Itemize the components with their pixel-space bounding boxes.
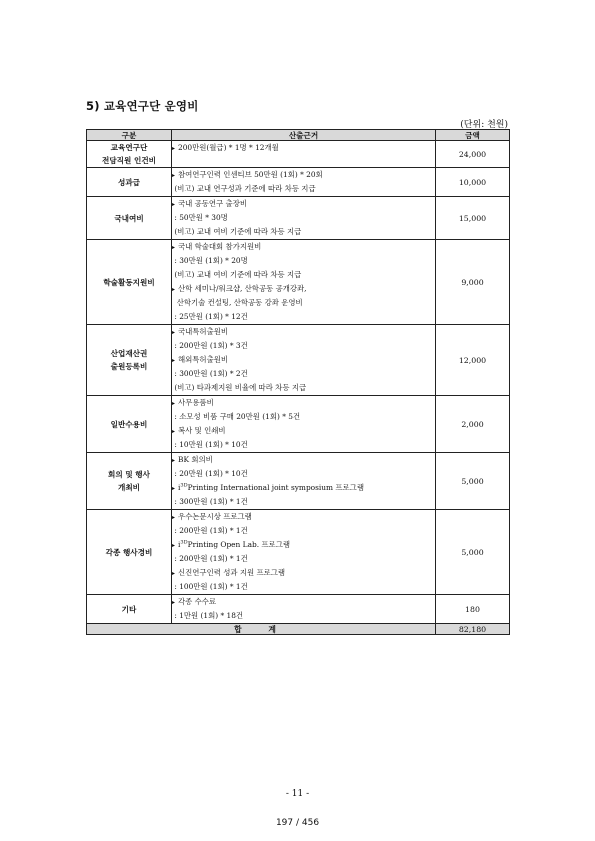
category-text: 각종 행사경비 [105,547,153,557]
triangle-bullet-icon: ▸ [172,243,176,251]
table-row [87,168,510,197]
row-amount: 10,000 [436,168,510,197]
basis-text: : 100만원 (1회) * 1건 [172,582,248,591]
triangle-bullet-icon: ▸ [172,171,176,179]
category-text: 국내여비 [114,213,144,223]
basis-line [172,296,435,310]
basis-line [172,168,435,182]
category-text: 교육연구단 [110,143,148,152]
basis-text: : 25만원 (1회) * 12건 [172,312,248,321]
basis-line [172,495,435,509]
basis-line [172,325,435,339]
basis-text: : 1만원 (1회) * 18건 [172,611,244,620]
basis-line [172,481,435,495]
row-basis [172,453,436,510]
total-amount: 82,180 [436,624,510,635]
basis-line [172,566,435,580]
basis-line [172,197,435,211]
basis-line [172,510,435,524]
total-label: 합 계 [87,624,436,635]
row-basis [172,510,436,595]
category-text: 성과급 [117,177,140,187]
row-basis [172,197,436,240]
triangle-bullet-icon: ▸ [172,598,176,606]
category-text: 개최비 [117,483,140,492]
row-basis [172,396,436,453]
basis-text: 국내 공동연구 출장비 [178,199,247,208]
basis-text: 200만원(월급) * 1명 * 12개월 [178,143,279,152]
row-category [87,396,172,453]
basis-text: 각종 수수료 [178,597,217,606]
table-row [87,325,510,396]
triangle-bullet-icon: ▸ [172,456,176,464]
row-category [87,325,172,396]
header-row [87,130,510,141]
basis-text: (비고) 교내 여비 기준에 따라 차등 지급 [172,227,302,236]
triangle-bullet-icon: ▸ [172,399,176,407]
basis-text: 우수논문시상 프로그램 [178,512,252,521]
table-row [87,396,510,453]
basis-text: 산학 세미나/워크샵, 산학공동 공개강좌, [178,284,307,293]
pdf-page-counter: 197 / 456 [275,818,320,828]
basis-line [172,367,435,381]
row-amount: 15,000 [436,197,510,240]
basis-line [172,580,435,594]
category-text: 기타 [121,604,137,614]
triangle-bullet-icon: ▸ [172,144,176,152]
basis-text: : 300만원 (1회) * 2건 [172,369,248,378]
basis-text: Printing International joint symposium 프로그램 [187,483,364,492]
basis-line [172,453,435,467]
triangle-bullet-icon: ▸ [172,427,176,435]
row-amount: 5,000 [436,453,510,510]
triangle-bullet-icon: ▸ [172,569,176,577]
category-text: 산업재산권 [110,349,148,358]
basis-line [172,396,435,410]
basis-line [172,240,435,254]
basis-text: BK 회의비 [178,455,213,464]
triangle-bullet-icon: ▸ [172,356,176,364]
triangle-bullet-icon: ▸ [172,200,176,208]
row-amount: 24,000 [436,141,510,168]
basis-text: Printing Open Lab. 프로그램 [187,540,290,549]
triangle-bullet-icon: ▸ [172,513,176,521]
basis-line [172,595,435,609]
row-category [87,197,172,240]
basis-text: 복사 및 인쇄비 [178,426,226,435]
row-category [87,141,172,168]
basis-text: : 300만원 (1회) * 1건 [172,497,248,506]
basis-text: 국내특허출원비 [178,327,228,336]
category-text: 회의 및 행사 [108,470,150,479]
basis-line [172,339,435,353]
row-amount: 12,000 [436,325,510,396]
basis-text: : 200만원 (1회) * 1건 [172,526,248,535]
category-text: 출원등록비 [110,362,148,371]
basis-text: (비고) 교내 연구성과 기준에 따라 차등 지급 [172,184,316,193]
col-header-category: 구분 [87,130,172,141]
basis-line [172,467,435,481]
unit-label: (단위: 천원) [460,120,508,130]
basis-text: (비고) 타과제지원 비율에 따라 차등 지급 [172,383,307,392]
basis-text: 산학기술 컨설팅, 산학공동 강좌 운영비 [172,298,303,307]
row-basis [172,168,436,197]
section-heading: 5) 교육연구단 운영비 [86,99,199,113]
category-text: 일반수용비 [110,419,148,429]
table-row [87,510,510,595]
basis-text: 참여연구인력 인센티브 50만원 (1회) * 20회 [178,170,323,179]
basis-line [172,268,435,282]
table-body [87,141,510,635]
row-basis [172,325,436,396]
basis-line [172,538,435,552]
basis-text: : 50만원 * 30명 [172,213,228,222]
row-category [87,453,172,510]
basis-text: : 200만원 (1회) * 1건 [172,554,248,563]
basis-text: 해외특허출원비 [178,355,228,364]
basis-line [172,141,435,155]
basis-line [172,211,435,225]
basis-line [172,225,435,239]
basis-line [172,552,435,566]
row-category [87,510,172,595]
row-amount: 180 [436,595,510,624]
row-category [87,595,172,624]
basis-text: 사무용품비 [178,398,214,407]
triangle-bullet-icon: ▸ [172,328,176,336]
basis-line [172,254,435,268]
triangle-bullet-icon: ▸ [172,484,176,492]
row-amount: 2,000 [436,396,510,453]
basis-line [172,438,435,452]
table-row [87,197,510,240]
basis-line [172,353,435,367]
row-category [87,240,172,325]
basis-line [172,609,435,623]
i3d-superscript: 3D [180,539,188,546]
category-text: 학술활동지원비 [103,277,155,287]
row-amount: 5,000 [436,510,510,595]
row-basis [172,595,436,624]
row-amount: 9,000 [436,240,510,325]
basis-line [172,182,435,196]
triangle-bullet-icon: ▸ [172,285,176,293]
row-category [87,168,172,197]
table-row [87,240,510,325]
table-row [87,595,510,624]
col-header-amount: 금액 [436,130,510,141]
basis-line [172,310,435,324]
row-basis [172,240,436,325]
i3d-prefix: i [178,483,181,492]
triangle-bullet-icon: ▸ [172,541,176,549]
basis-text: : 200만원 (1회) * 3건 [172,341,248,350]
col-header-basis: 산출근거 [172,130,436,141]
category-text: 전담직원 인건비 [102,156,156,165]
basis-line [172,524,435,538]
basis-line [172,381,435,395]
basis-text: (비고) 교내 여비 기준에 따라 차등 지급 [172,270,302,279]
basis-text: 신진연구인력 성과 지원 프로그램 [178,568,286,577]
basis-text: : 30만원 (1회) * 20명 [172,256,248,265]
page-number: - 11 - [285,789,310,799]
basis-text: 국내 학술대회 참가지원비 [178,242,262,251]
i3d-prefix: i [178,540,181,549]
i3d-superscript: 3D [180,482,188,489]
budget-table [86,129,510,635]
basis-line [172,424,435,438]
basis-text: : 소모성 비품 구매 20만원 (1회) * 5건 [172,412,301,421]
basis-text: : 20만원 (1회) * 10건 [172,469,248,478]
basis-line [172,282,435,296]
table-row [87,141,510,168]
basis-line [172,410,435,424]
total-row [87,624,510,635]
basis-text: : 10만원 (1회) * 10건 [172,440,248,449]
table-row [87,453,510,510]
row-basis [172,141,436,168]
